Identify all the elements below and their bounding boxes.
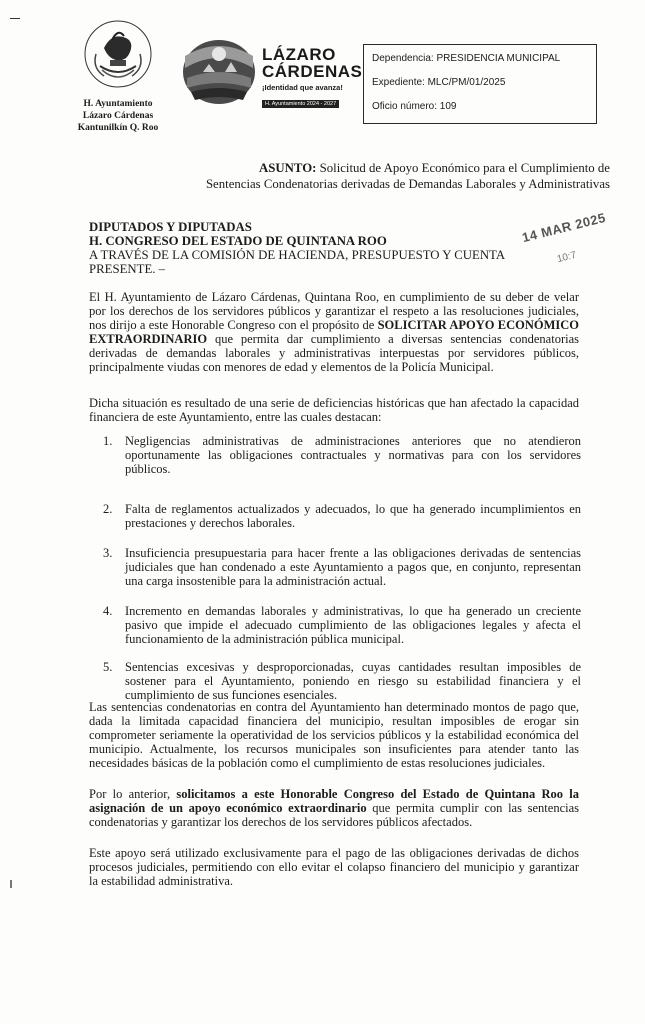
scan-artifact: [10, 880, 12, 888]
recipient-line-2: H. CONGRESO DEL ESTADO DE QUINTANA ROO: [89, 234, 387, 248]
subject-text-line-2: Sentencias Condenatorias derivadas de Demandas Laborales y Administrativas: [205, 177, 610, 191]
paragraph-request: [89, 787, 579, 829]
recipient-line-3: A TRAVÉS DE LA COMISIÓN DE HACIENDA, PRESUPUESTO Y CUENTA: [89, 248, 506, 262]
list-item-number: 1.: [103, 434, 113, 448]
subject-label: ASUNTO:: [259, 161, 317, 175]
list-item-number: 3.: [103, 546, 113, 560]
municipal-logo-icon: [181, 38, 257, 106]
paragraph-use-of-funds: Este apoyo será utilizado exclusivamente para el pago de las obligaciones derivadas de dichos procesos judiciales, permitiendo con ello evitar el colapso financiero del municipio y garantizar la estabilidad administrativa.: [89, 846, 579, 888]
paragraph-request-part-2: que permita cumplir con las sentencias condenatorias y garantizar los derechos de los servidores públicos afectados.: [89, 801, 580, 829]
list-item: [103, 502, 581, 530]
seal-line-3: Kantunilkín Q. Roo: [77, 123, 159, 133]
logo-tagline: ¡Identidad que avanza!: [262, 83, 343, 92]
list-item-number: 5.: [103, 660, 113, 674]
list-item-number: 4.: [103, 604, 113, 618]
list-item: [103, 604, 581, 646]
list-item-text: Falta de reglamentos actualizados y adecuados, lo que ha generado incumplimientos en prestaciones y derechos laborales.: [125, 502, 581, 530]
recipient-line-4: PRESENTE. –: [89, 262, 166, 276]
paragraph-intro-part-1: El H. Ayuntamiento de Lázaro Cárdenas, Quintana Roo, en cumplimiento de su deber de velar por los derechos de los servidores públicos y garantizar el respeto a las resoluciones judiciales, nos dirijo a este Honorable Congreso con el propósito de: [89, 290, 579, 332]
oficio-field: Oficio número: 109: [372, 101, 457, 112]
list-item: [103, 434, 581, 476]
recipient-line-1: DIPUTADOS Y DIPUTADAS: [89, 220, 252, 234]
recipient-block: [89, 220, 559, 276]
logo-period-badge: H. Ayuntamiento 2024 - 2027: [262, 100, 339, 108]
paragraph-intro: [89, 290, 579, 374]
paragraph-request-part-1: Por lo anterior,: [89, 787, 177, 801]
paragraph-sentences: Las sentencias condenatorias en contra del Ayuntamiento han determinado montos de pago que, dada la limitada capacidad financiera del municipio, resultan imposibles de erogar sin comprometer seriamente la operatividad de los servicios públicos y la estabilidad económica del municipio. Actualmente, los recursos municipales son insuficientes para atender tanto las necesidades básicas de la población como el cumplimiento de estas resoluciones judiciales.: [89, 700, 579, 770]
list-item-number: 2.: [103, 502, 113, 516]
stamp-mark: 10:7: [555, 249, 578, 266]
subject-block: [190, 160, 610, 192]
list-item-text: Negligencias administrativas de administraciones anteriores que no atendieron oportunamente las obligaciones contractuales y normativas para con los servidores públicos.: [125, 434, 581, 476]
list-item-text: Incremento en demandas laborales y administrativas, lo que ha generado un creciente pasivo que impide el adecuado cumplimiento de las obligaciones legales y afecta el funcionamiento de la administración pública municipal.: [125, 604, 581, 646]
municipal-logo-text: [262, 46, 362, 110]
logo-name-line-1: LÁZARO: [262, 45, 336, 64]
list-item: [103, 546, 581, 588]
paragraph-deficiencies-intro: Dicha situación es resultado de una serie de deficiencias históricas que han afectado la capacidad financiera de este Ayuntamiento, entre las cuales destacan:: [89, 396, 579, 424]
expediente-field: Expediente: MLC/PM/01/2025: [372, 77, 506, 88]
seal-line-1: H. Ayuntamiento: [83, 99, 153, 109]
paragraph-intro-part-2: que permita dar cumplimiento a diversas sentencias condenatorias derivadas de demandas laborales y administrativas interpuestas por servidores públicos, principalmente viudas con menores de edad y elementos de la Policía Municipal.: [89, 332, 579, 374]
reception-stamp: [515, 209, 615, 282]
document-reference-box: [363, 44, 597, 124]
list-item-text: Sentencias excesivas y desproporcionadas, cuyas cantidades resultan imposibles de sostener para el Ayuntamiento, poniendo en riesgo su estabilidad financiera y el cumplimiento de sus funciones esenciales.: [125, 660, 581, 702]
dependencia-field: Dependencia: PRESIDENCIA MUNICIPAL: [372, 53, 561, 64]
scan-artifact: [10, 18, 20, 19]
paragraph-request-bold: solicitamos a este Honorable Congreso del Estado de Quintana Roo la asignación de un apoyo económico extraordinario: [89, 787, 579, 815]
coat-of-arms-seal: [82, 18, 154, 96]
logo-name-line-2: CÁRDENAS: [262, 62, 363, 81]
list-item: [103, 660, 581, 702]
stamp-date: 14 MAR 2025: [520, 209, 608, 246]
seal-caption: [58, 98, 178, 134]
paragraph-intro-bold: SOLICITAR APOYO ECONÓMICO EXTRAORDINARIO: [89, 318, 579, 346]
seal-line-2: Lázaro Cárdenas: [82, 111, 154, 121]
list-item-text: Insuficiencia presupuestaria para hacer frente a las obligaciones derivadas de sentencias judiciales que han condenado a este Ayuntamiento a pagos que, en conjunto, representan una carga insostenible para la administración actual.: [125, 546, 581, 588]
subject-text-line-1: Solicitud de Apoyo Económico para el Cumplimiento de: [316, 161, 610, 175]
